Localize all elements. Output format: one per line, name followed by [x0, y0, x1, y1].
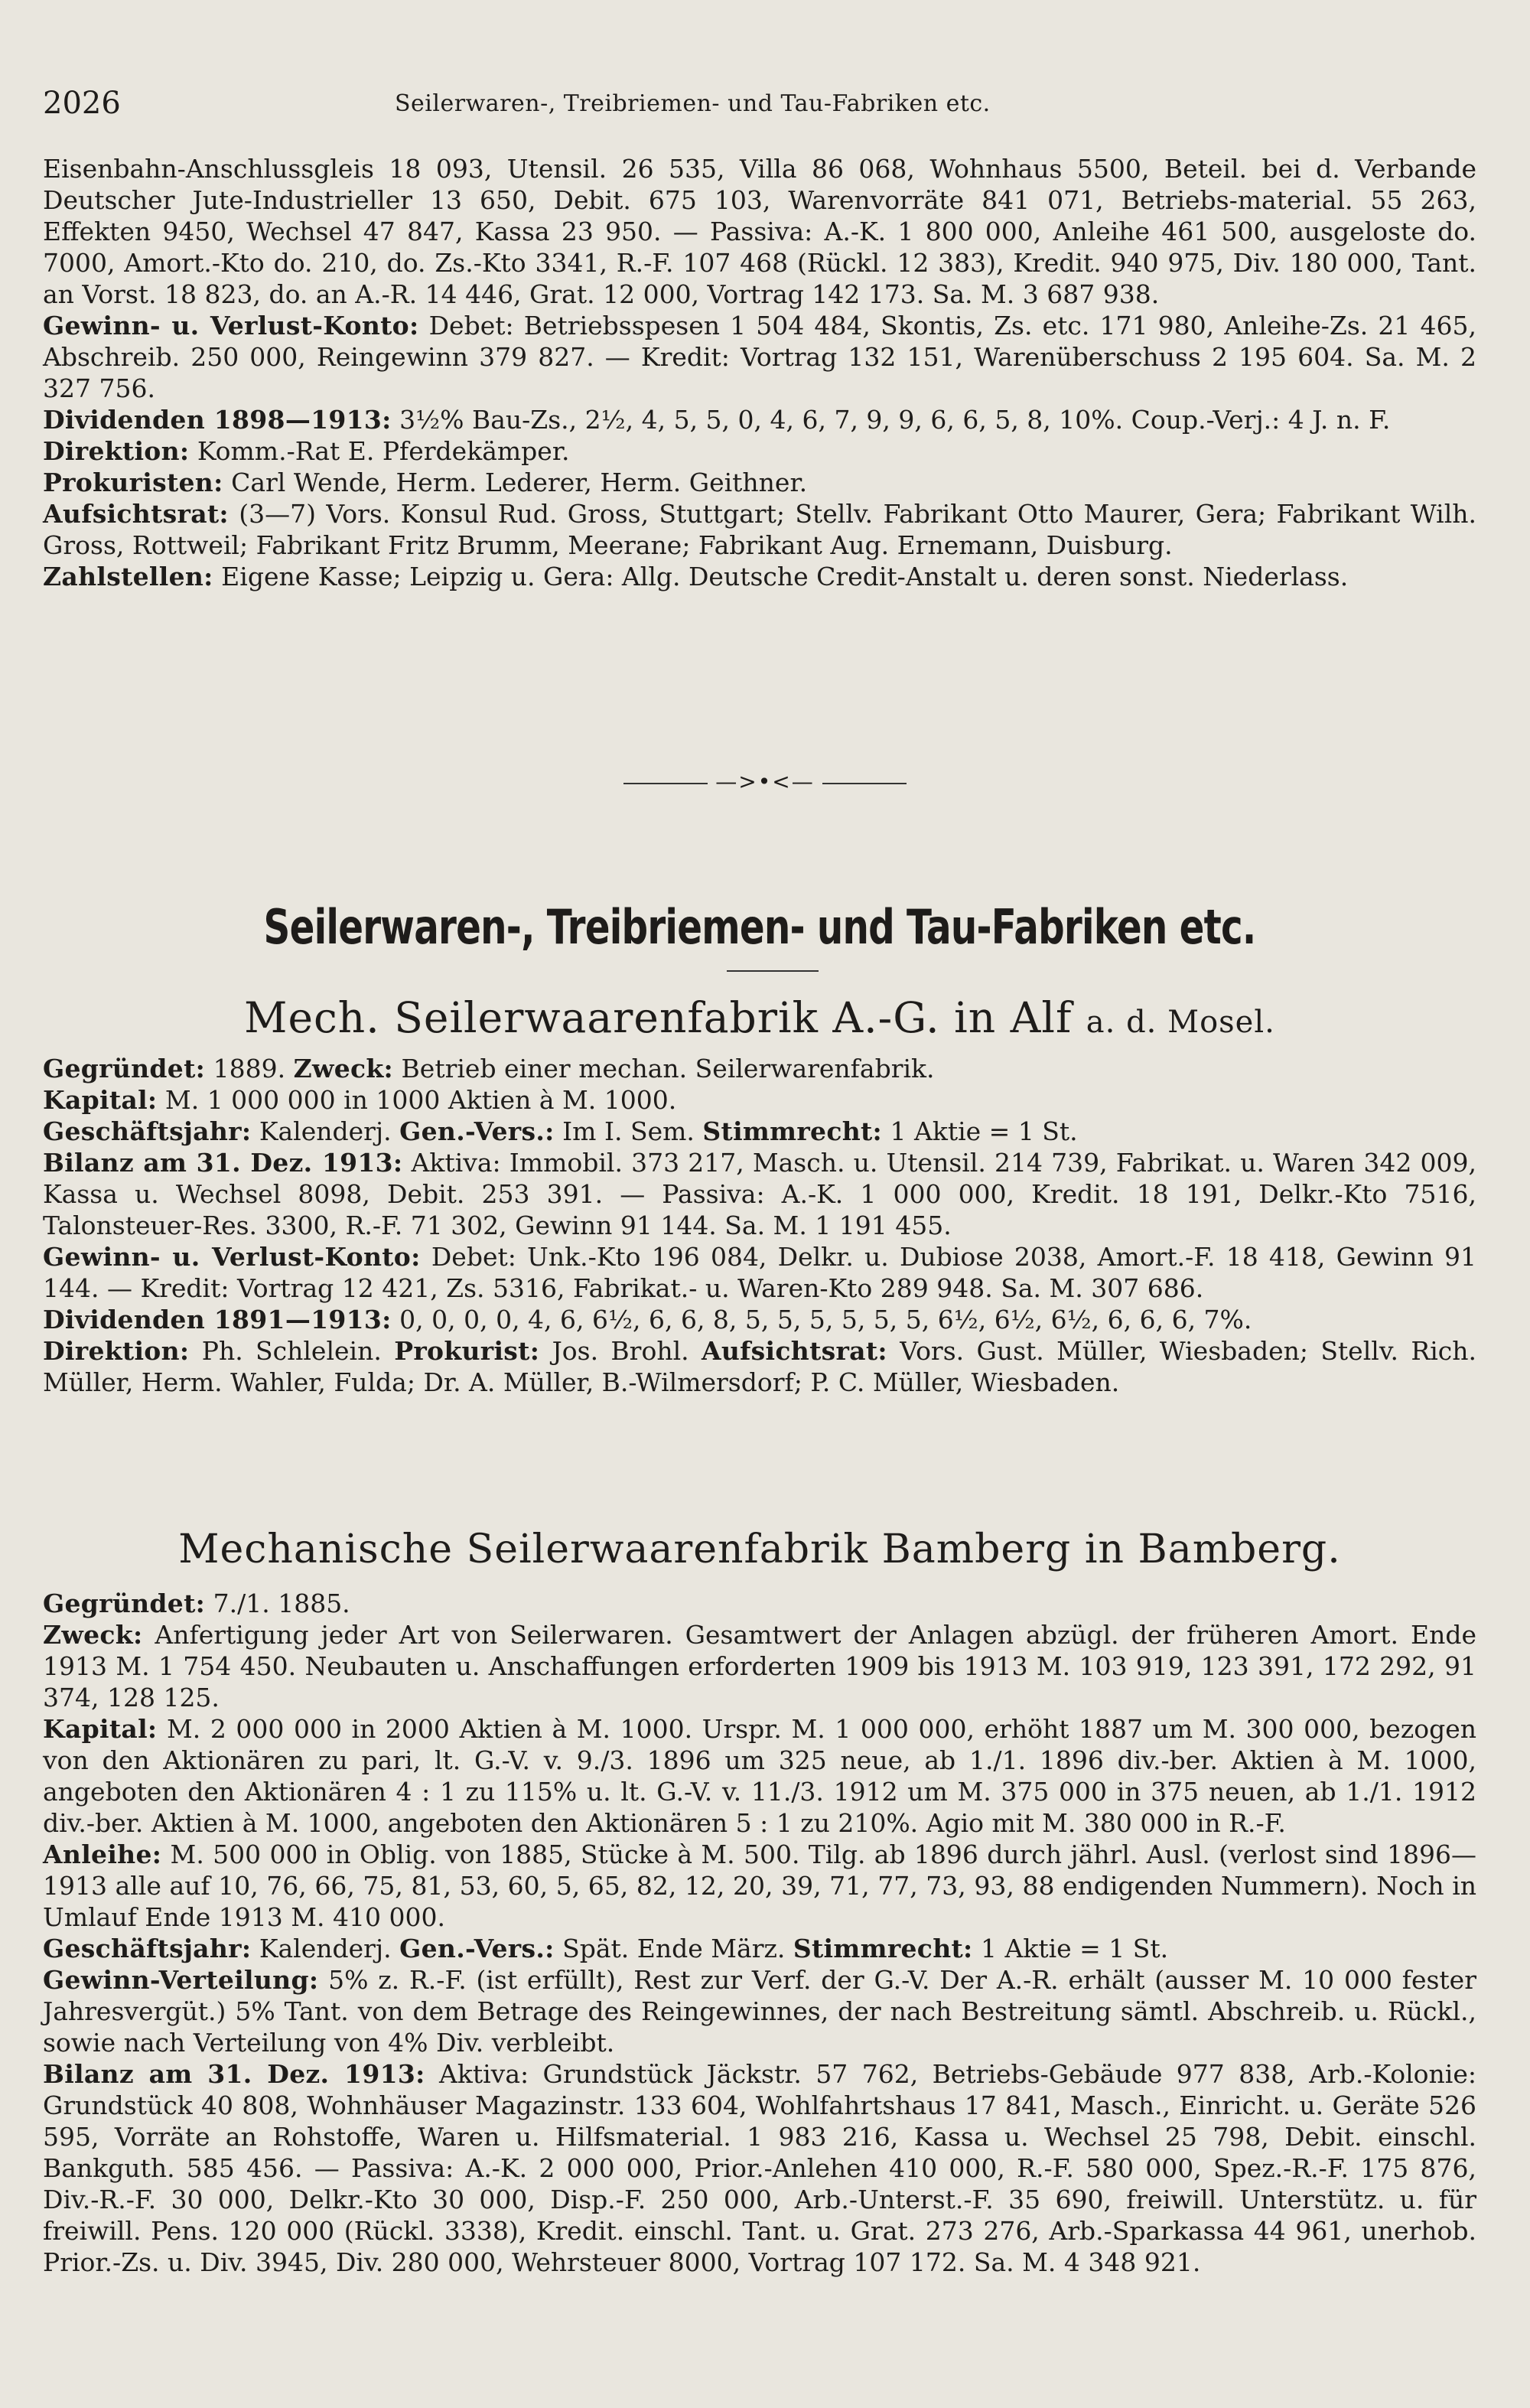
company1-div-label: Dividenden 1891—1913:: [43, 1305, 392, 1334]
company1-gj: [43, 1116, 1476, 1147]
divider-ornament: —>•<—: [715, 769, 815, 794]
aufsichtsrat-label: Aufsichtsrat:: [43, 499, 229, 529]
company2-kapital: [43, 1713, 1476, 1839]
company1-people: [43, 1335, 1476, 1398]
company1-title-suffix: a. d. Mosel.: [1086, 1005, 1275, 1040]
company1-bilanz-label: Bilanz am 31. Dez. 1913:: [43, 1148, 403, 1178]
zahlstellen-text: Eigene Kasse; Leipzig u. Gera: Allg. Deutsche Credit-Anstalt u. deren sonst. Niederlass.: [221, 562, 1349, 591]
company2-anleihe-label: Anleihe:: [43, 1839, 162, 1869]
company2-gegr-label: Gegründet:: [43, 1588, 206, 1618]
company2-entry: [43, 1588, 1476, 2278]
company2-gj-text: Kalenderj.: [259, 1934, 392, 1963]
aufsichtsrat-paragraph: [43, 498, 1476, 561]
direktion-label: Direktion:: [43, 436, 190, 466]
company1-prokurist-label: Prokurist:: [394, 1336, 540, 1366]
company1-bilanz-text: Aktiva: Immobil. 373 217, Masch. u. Utensil. 214 739, Fabrikat. u. Waren 342 009, Kassa u. Wechsel 8098, Debit. 253 391. — Passiva: A.-K. 1 000 000, Kredit. 18 191, Delkr.-Kto 7516, Talonsteuer-Res. 3300, R.-F. 71 302, Gewinn 91 144. Sa. M. 1 191 455.: [43, 1148, 1476, 1240]
company1-stimm-text: 1 Aktie = 1 St.: [890, 1116, 1078, 1146]
company2-kapital-label: Kapital:: [43, 1714, 158, 1744]
company1-entry: [43, 1053, 1476, 1398]
previous-company-continuation: [43, 153, 1476, 592]
company1-guv: [43, 1241, 1476, 1304]
company2-gewinnvert: [43, 1964, 1476, 2058]
company2-zweck: [43, 1619, 1476, 1713]
company1-gegr-text: 1889.: [213, 1054, 286, 1083]
company1-stimm-label: Stimmrecht:: [702, 1116, 883, 1146]
company1-dividends: [43, 1304, 1476, 1335]
company1-gv-label: Gen.-Vers.:: [399, 1116, 555, 1146]
company1-zweck-text: Betrieb einer mechan. Seilerwarenfabrik.: [401, 1054, 935, 1083]
prokuristen-label: Prokuristen:: [43, 468, 223, 497]
company1-direktion-label: Direktion:: [43, 1336, 190, 1366]
heading-rule: [727, 970, 819, 972]
page-number: 2026: [43, 86, 121, 121]
company2-gegr: [43, 1588, 1476, 1619]
section-divider: [0, 769, 1530, 794]
running-head: [43, 86, 1475, 132]
prokuristen-paragraph: [43, 467, 1476, 498]
company2-kapital-text: M. 2 000 000 in 2000 Aktien à M. 1000. Urspr. M. 1 000 000, erhöht 1887 um M. 300 000, bezogen von den Aktionären zu pari, lt. G.-V. v. 9./3. 1896 um 325 neue, ab 1./1. 1896 div.-ber. Aktien à M. 1000, angeboten den Aktionären 4 : 1 zu 115% u. lt. G.-V. v. 11./3. 1912 um M. 375 000 in 375 neuen, ab 1./1. 1912 div.-ber. Aktien à M. 1000, angeboten den Aktionären 5 : 1 zu 210%. Agio mit M. 380 000 in R.-F.: [43, 1714, 1476, 1838]
company1-direktion-text: Ph. Schlelein.: [201, 1336, 382, 1366]
gv-label: Gewinn- u. Verlust-Konto:: [43, 311, 419, 341]
zahlstellen-paragraph: [43, 561, 1476, 592]
company1-title: [43, 993, 1476, 1042]
balance-tail-paragraph: Eisenbahn-Anschlussgleis 18 093, Utensil. 26 535, Villa 86 068, Wohnhaus 5500, Beteil. bei d. Verbande Deutscher Jute-Industrieller 13 650, Debit. 675 103, Warenvorräte 841 071, Betriebs-material. 55 263, Effekten 9450, Wechsel 47 847, Kassa 23 950. — Passiva: A.-K. 1 800 000, Anleihe 461 500, ausgeloste do. 7000, Amort.-Kto do. 210, do. Zs.-Kto 3341, R.-F. 107 468 (Rückl. 12 383), Kredit. 940 975, Div. 180 000, Tant. an Vorst. 18 823, do. an A.-R. 14 446, Grat. 12 000, Vortrag 142 173. Sa. M. 3 687 938.: [43, 154, 1476, 309]
company1-guv-text: Debet: Unk.-Kto 196 084, Delkr. u. Dubiose 2038, Amort.-F. 18 418, Gewinn 91 144. — Kredit: Vortrag 12 421, Zs. 5316, Fabrikat.- u. Waren-Kto 289 948. Sa. M. 307 686.: [43, 1242, 1476, 1303]
running-title: Seilerwaren-, Treibriemen- und Tau-Fabriken etc.: [395, 90, 991, 117]
company1-gegr-zweck: [43, 1053, 1476, 1084]
company2-bilanz: [43, 2058, 1476, 2278]
aufsichtsrat-text: (3—7) Vors. Konsul Rud. Gross, Stuttgart; Stellv. Fabrikant Otto Maurer, Gera; Fabrikant Wilh. Gross, Rottweil; Fabrikant Fritz Brumm, Meerane; Fabrikant Aug. Ernemann, Duisburg.: [43, 499, 1476, 560]
company1-name: Mech. Seilerwaarenfabrik A.-G. in Alf: [244, 993, 1073, 1042]
company1-div-text: 0, 0, 0, 0, 4, 6, 6½, 6, 6, 8, 5, 5, 5, 5, 5, 5, 6½, 6½, 6½, 6, 6, 6, 7%.: [399, 1305, 1252, 1334]
divider-line-right: [822, 783, 907, 784]
dividends-text: 3½% Bau-Zs., 2½, 4, 5, 5, 0, 4, 6, 7, 9, 9, 6, 6, 5, 8, 10%. Coup.-Verj.: 4 J. n. F.: [399, 405, 1391, 435]
company2-gj-label: Geschäftsjahr:: [43, 1934, 252, 1963]
company2-zweck-label: Zweck:: [43, 1620, 143, 1650]
company2-bilanz-label: Bilanz am 31. Dez. 1913:: [43, 2059, 425, 2089]
direktion-paragraph: [43, 435, 1476, 467]
company2-stimm-text: 1 Aktie = 1 St.: [981, 1934, 1169, 1963]
company1-ar-text: Vors. Gust. Müller, Wiesbaden; Stellv. Rich. Müller, Herm. Wahler, Fulda; Dr. A. Müller, B.-Wilmersdorf; P. C. Müller, Wiesbaden.: [43, 1336, 1477, 1397]
company2-gegr-text: 7./1. 1885.: [213, 1588, 350, 1618]
company2-gj: [43, 1933, 1476, 1964]
company2-gv-text: Spät. Ende März.: [562, 1934, 786, 1963]
company2-zweck-text: Anfertigung jeder Art von Seilerwaren. Gesamtwert der Anlagen abzügl. der früheren Amort. Ende 1913 M. 1 754 450. Neubauten u. Anschaffungen erforderten 1909 bis 1913 M. 103 919, 123 391, 172 292, 91 374, 128 125.: [43, 1620, 1476, 1712]
direktion-text: Komm.-Rat E. Pferdekämper.: [197, 436, 570, 466]
company2-anleihe: [43, 1839, 1476, 1933]
company2-anleihe-text: M. 500 000 in Oblig. von 1885, Stücke à M. 500. Tilg. ab 1896 durch jährl. Ausl. (verlost sind 1896—1913 alle auf 10, 76, 66, 75, 81, 53, 60, 5, 65, 82, 12, 20, 39, 71, 77, 73, 93, 88 endigenden Nummern). Noch in Umlauf Ende 1913 M. 410 000.: [43, 1839, 1476, 1932]
company2-bilanz-text: Aktiva: Grundstück Jäckstr. 57 762, Betriebs-Gebäude 977 838, Arb.-Kolonie: Grundstück 40 808, Wohnhäuser Magazinstr. 133 604, Wohlfahrtshaus 17 841, Masch., Einricht. u. Geräte 526 595, Vorräte an Rohstoffe, Waren u. Hilfsmaterial. 1 983 216, Kassa u. Wechsel 25 798, Debit. einschl. Bankguth. 585 456. — Passiva: A.-K. 2 000 000, Prior.-Anlehen 410 000, R.-F. 580 000, Spez.-R.-F. 175 876, Div.-R.-F. 30 000, Delkr.-Kto 30 000, Disp.-F. 250 000, Arb.-Unterst.-F. 35 690, freiwill. Unterstütz. u. für freiwill. Pens. 120 000 (Rückl. 3338), Kredit. einschl. Tant. u. Grat. 273 276, Arb.-Sparkassa 44 961, unerhob. Prior.-Zs. u. Div. 3945, Div. 280 000, Wehrsteuer 8000, Vortrag 107 172. Sa. M. 4 348 921.: [43, 2059, 1476, 2277]
company1-gegr-label: Gegründet:: [43, 1054, 206, 1083]
company1-gj-label: Geschäftsjahr:: [43, 1116, 252, 1146]
company1-zweck-label: Zweck:: [293, 1054, 394, 1083]
company1-guv-label: Gewinn- u. Verlust-Konto:: [43, 1242, 421, 1272]
company2-title: Mechanische Seilerwaarenfabrik Bamberg in Bamberg.: [178, 1527, 1341, 1572]
company1-ar-label: Aufsichtsrat:: [701, 1336, 887, 1366]
company2-gewinnvert-text: 5% z. R.-F. (ist erfüllt), Rest zur Verf. der G.-V. Der A.-R. erhält (ausser M. 10 000 fester Jahresvergüt.) 5% Tant. von dem Betrage des Reingewinnes, der nach Bestreitung sämtl. Abschreib. u. Rückl., sowie nach Verteilung von 4% Div. verbleibt.: [43, 1965, 1476, 2058]
zahlstellen-label: Zahlstellen:: [43, 562, 213, 591]
company2-gv-label: Gen.-Vers.:: [399, 1934, 555, 1963]
gv-paragraph: [43, 310, 1476, 404]
divider-line-left: [623, 783, 708, 784]
company1-bilanz: [43, 1147, 1476, 1241]
prokuristen-text: Carl Wende, Herm. Lederer, Herm. Geithner.: [231, 468, 808, 497]
gv-text: Debet: Betriebsspesen 1 504 484, Skontis, Zs. etc. 171 980, Anleihe-Zs. 21 465, Abschreib. 250 000, Reingewinn 379 827. — Kredit: Vortrag 132 151, Warenüberschuss 2 195 604. Sa. M. 2 327 756.: [43, 311, 1476, 403]
company1-gv-text: Im I. Sem.: [562, 1116, 695, 1146]
company2-stimm-label: Stimmrecht:: [793, 1934, 973, 1963]
company1-gj-text: Kalenderj.: [259, 1116, 392, 1146]
company1-prokurist-text: Jos. Brohl.: [552, 1336, 689, 1366]
section-heading: Seilerwaren-, Treibriemen- und Tau-Fabriken etc.: [263, 899, 1256, 955]
dividends-paragraph: [43, 404, 1476, 435]
company1-kapital-text: M. 1 000 000 in 1000 Aktien à M. 1000.: [164, 1085, 677, 1115]
company1-kapital: [43, 1084, 1476, 1116]
dividends-label: Dividenden 1898—1913:: [43, 405, 392, 435]
company1-kapital-label: Kapital:: [43, 1085, 158, 1115]
company2-gewinnvert-label: Gewinn-Verteilung:: [43, 1965, 319, 1995]
